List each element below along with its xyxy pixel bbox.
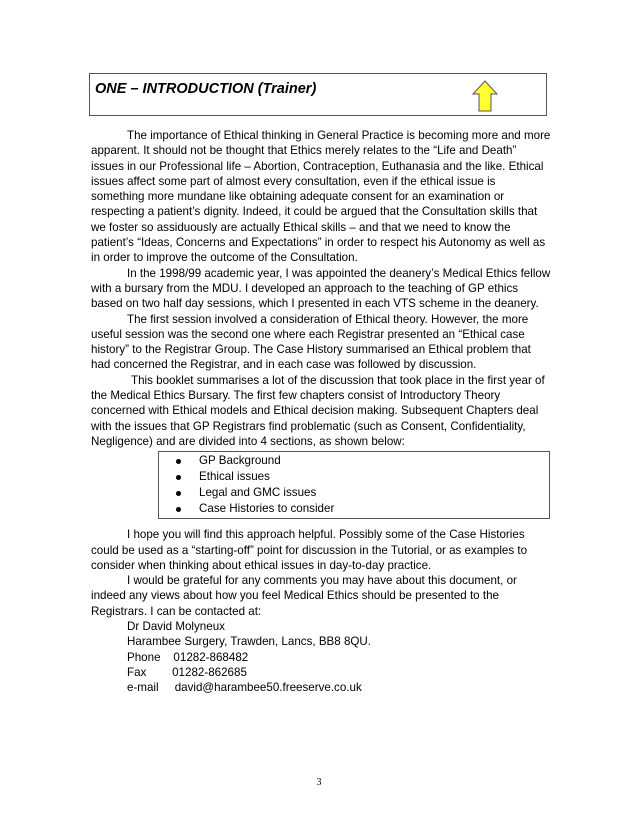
contact-fax-row xyxy=(127,665,551,680)
contact-name: Dr David Molyneux xyxy=(127,620,225,634)
body-text xyxy=(91,128,551,696)
list-item: Legal and GMC issues xyxy=(173,485,549,501)
list-item: Case Histories to consider xyxy=(173,501,549,517)
paragraph-hope: I hope you will find this approach helpful. Possibly some of the Case Histories could be used as a “starting-off” point for discussion in the Tutorial, or as examples to consider when thinking about ethical issues in day-to-day practice. xyxy=(91,528,528,572)
fax-label: Fax xyxy=(127,665,147,679)
paragraph-sessions: The first session involved a consideration of Ethical theory. However, the more useful session was the second one where each Registrar presented an “Ethical case history” to the Registrar Group. The Case History summarised an Ethical problem that had concerned the Registrar, and in each case was followed by discussion. xyxy=(91,312,531,372)
sections-list xyxy=(173,453,549,517)
list-item: Ethical issues xyxy=(173,469,549,485)
email-value[interactable]: david@harambee50.freeserve.co.uk xyxy=(174,681,362,695)
paragraph-bursary: In the 1998/99 academic year, I was appointed the deanery’s Medical Ethics fellow with a bursary from the MDU. I developed an approach to the teaching of GP ethics based on two half day sessions, which I presented in each VTS scheme in the deanery. xyxy=(91,266,551,311)
paragraph-booklet: This booklet summarises a lot of the discussion that took place in the first year of the Medical Ethics Bursary. The first few chapters consist of Introductory Theory concerned with Ethical models and Ethical decision making. Subsequent Chapters deal with the issues that GP Registrars find problematic (such as Consent, Confidentiality, Negligence) and are divided into 4 sections, as shown below: xyxy=(91,373,545,448)
phone-value: 01282-868482 xyxy=(173,650,249,664)
email-label: e-mail xyxy=(127,681,159,695)
up-arrow-icon[interactable] xyxy=(472,80,498,112)
page-number: 3 xyxy=(316,777,322,788)
section-title: ONE – INTRODUCTION (Trainer) xyxy=(95,81,317,97)
contact-phone-row xyxy=(127,650,551,665)
fax-value: 01282-862685 xyxy=(172,665,247,679)
paragraph-comments: I would be grateful for any comments you may have about this document, or indeed any views about how you feel Medical Ethics should be presented to the Registrars. I can be contacted at: xyxy=(91,574,517,618)
list-item: GP Background xyxy=(173,453,549,469)
sections-list-box xyxy=(158,451,550,519)
contact-block xyxy=(127,619,551,695)
phone-label: Phone xyxy=(127,650,161,664)
paragraph-intro: The importance of Ethical thinking in General Practice is becoming more and more apparent. It should not be thought that Ethics merely relates to the “Life and Death” issues in our Professional life – Abortion, Contraception, Euthanasia and the like. Ethical issues affect some part of almost every consultation, even if the ethical issue is something more mundane like obtaining adequate consent for an examination or respecting a patient’s dignity. Indeed, it could be argued that the Consultation skills that we foster so assiduously are actually Ethical skills – and that we need to know the patient’s “Ideas, Concerns and Expectations” in order to respect his Autonomy as well as in order to improve the outcome of the Consultation. xyxy=(91,129,551,265)
contact-address: Harambee Surgery, Trawden, Lancs, BB8 8QU. xyxy=(127,635,372,649)
section-header-box xyxy=(89,73,547,116)
contact-email-row xyxy=(127,680,551,695)
